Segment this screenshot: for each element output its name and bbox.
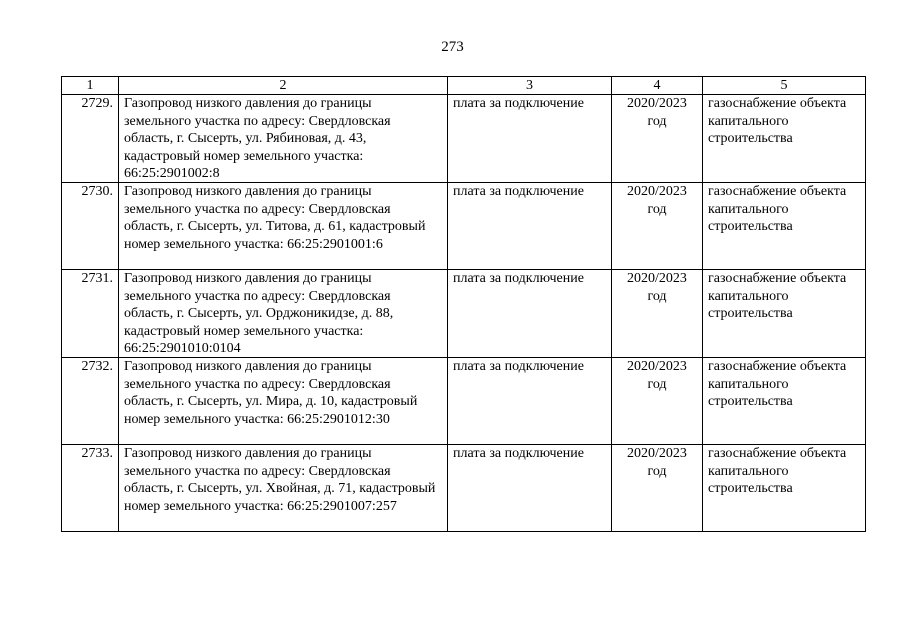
column-header-2: 2: [119, 77, 448, 95]
row-payment: плата за подключение: [448, 358, 612, 445]
column-header-3: 3: [448, 77, 612, 95]
data-table: [61, 76, 866, 532]
row-number: 2733.: [62, 445, 119, 532]
row-number: 2731.: [62, 270, 119, 358]
row-number: 2730.: [62, 183, 119, 270]
row-description: Газопровод низкого давления до границы земельного участка по адресу: Свердловская область, г. Сысерть, ул. Хвойная, д. 71, кадастровый номер земельного участка: 66:25:2901007:257: [119, 445, 448, 532]
table-row: [62, 445, 866, 532]
row-payment: плата за подключение: [448, 95, 612, 183]
row-number: 2729.: [62, 95, 119, 183]
row-description: Газопровод низкого давления до границы земельного участка по адресу: Свердловская область, г. Сысерть, ул. Орджоникидзе, д. 88, кадастровый номер земельного участка: 66:25:2901010:0104: [119, 270, 448, 358]
column-header-4: 4: [612, 77, 703, 95]
table-row: [62, 270, 866, 358]
page-number: 273: [441, 39, 464, 55]
table-row: [62, 95, 866, 183]
row-period: 2020/2023 год: [612, 95, 703, 183]
row-purpose: газоснабжение объекта капитального строительства: [703, 358, 866, 445]
row-purpose: газоснабжение объекта капитального строительства: [703, 95, 866, 183]
row-purpose: газоснабжение объекта капитального строительства: [703, 270, 866, 358]
row-payment: плата за подключение: [448, 445, 612, 532]
row-description: Газопровод низкого давления до границы земельного участка по адресу: Свердловская область, г. Сысерть, ул. Мира, д. 10, кадастровый номер земельного участка: 66:25:2901012:30: [119, 358, 448, 445]
row-period: 2020/2023 год: [612, 270, 703, 358]
row-period: 2020/2023 год: [612, 358, 703, 445]
row-purpose: газоснабжение объекта капитального строительства: [703, 183, 866, 270]
row-period: 2020/2023 год: [612, 445, 703, 532]
table-row: [62, 183, 866, 270]
row-description: Газопровод низкого давления до границы земельного участка по адресу: Свердловская область, г. Сысерть, ул. Титова, д. 61, кадастровый номер земельного участка: 66:25:2901001:6: [119, 183, 448, 270]
column-header-5: 5: [703, 77, 866, 95]
column-header-1: 1: [62, 77, 119, 95]
row-description: Газопровод низкого давления до границы земельного участка по адресу: Свердловская область, г. Сысерть, ул. Рябиновая, д. 43, кадастровый номер земельного участка: 66:25:2901002:8: [119, 95, 448, 183]
row-payment: плата за подключение: [448, 183, 612, 270]
row-purpose: газоснабжение объекта капитального строительства: [703, 445, 866, 532]
table-header-row: [62, 77, 866, 95]
row-number: 2732.: [62, 358, 119, 445]
table-row: [62, 358, 866, 445]
row-payment: плата за подключение: [448, 270, 612, 358]
row-period: 2020/2023 год: [612, 183, 703, 270]
